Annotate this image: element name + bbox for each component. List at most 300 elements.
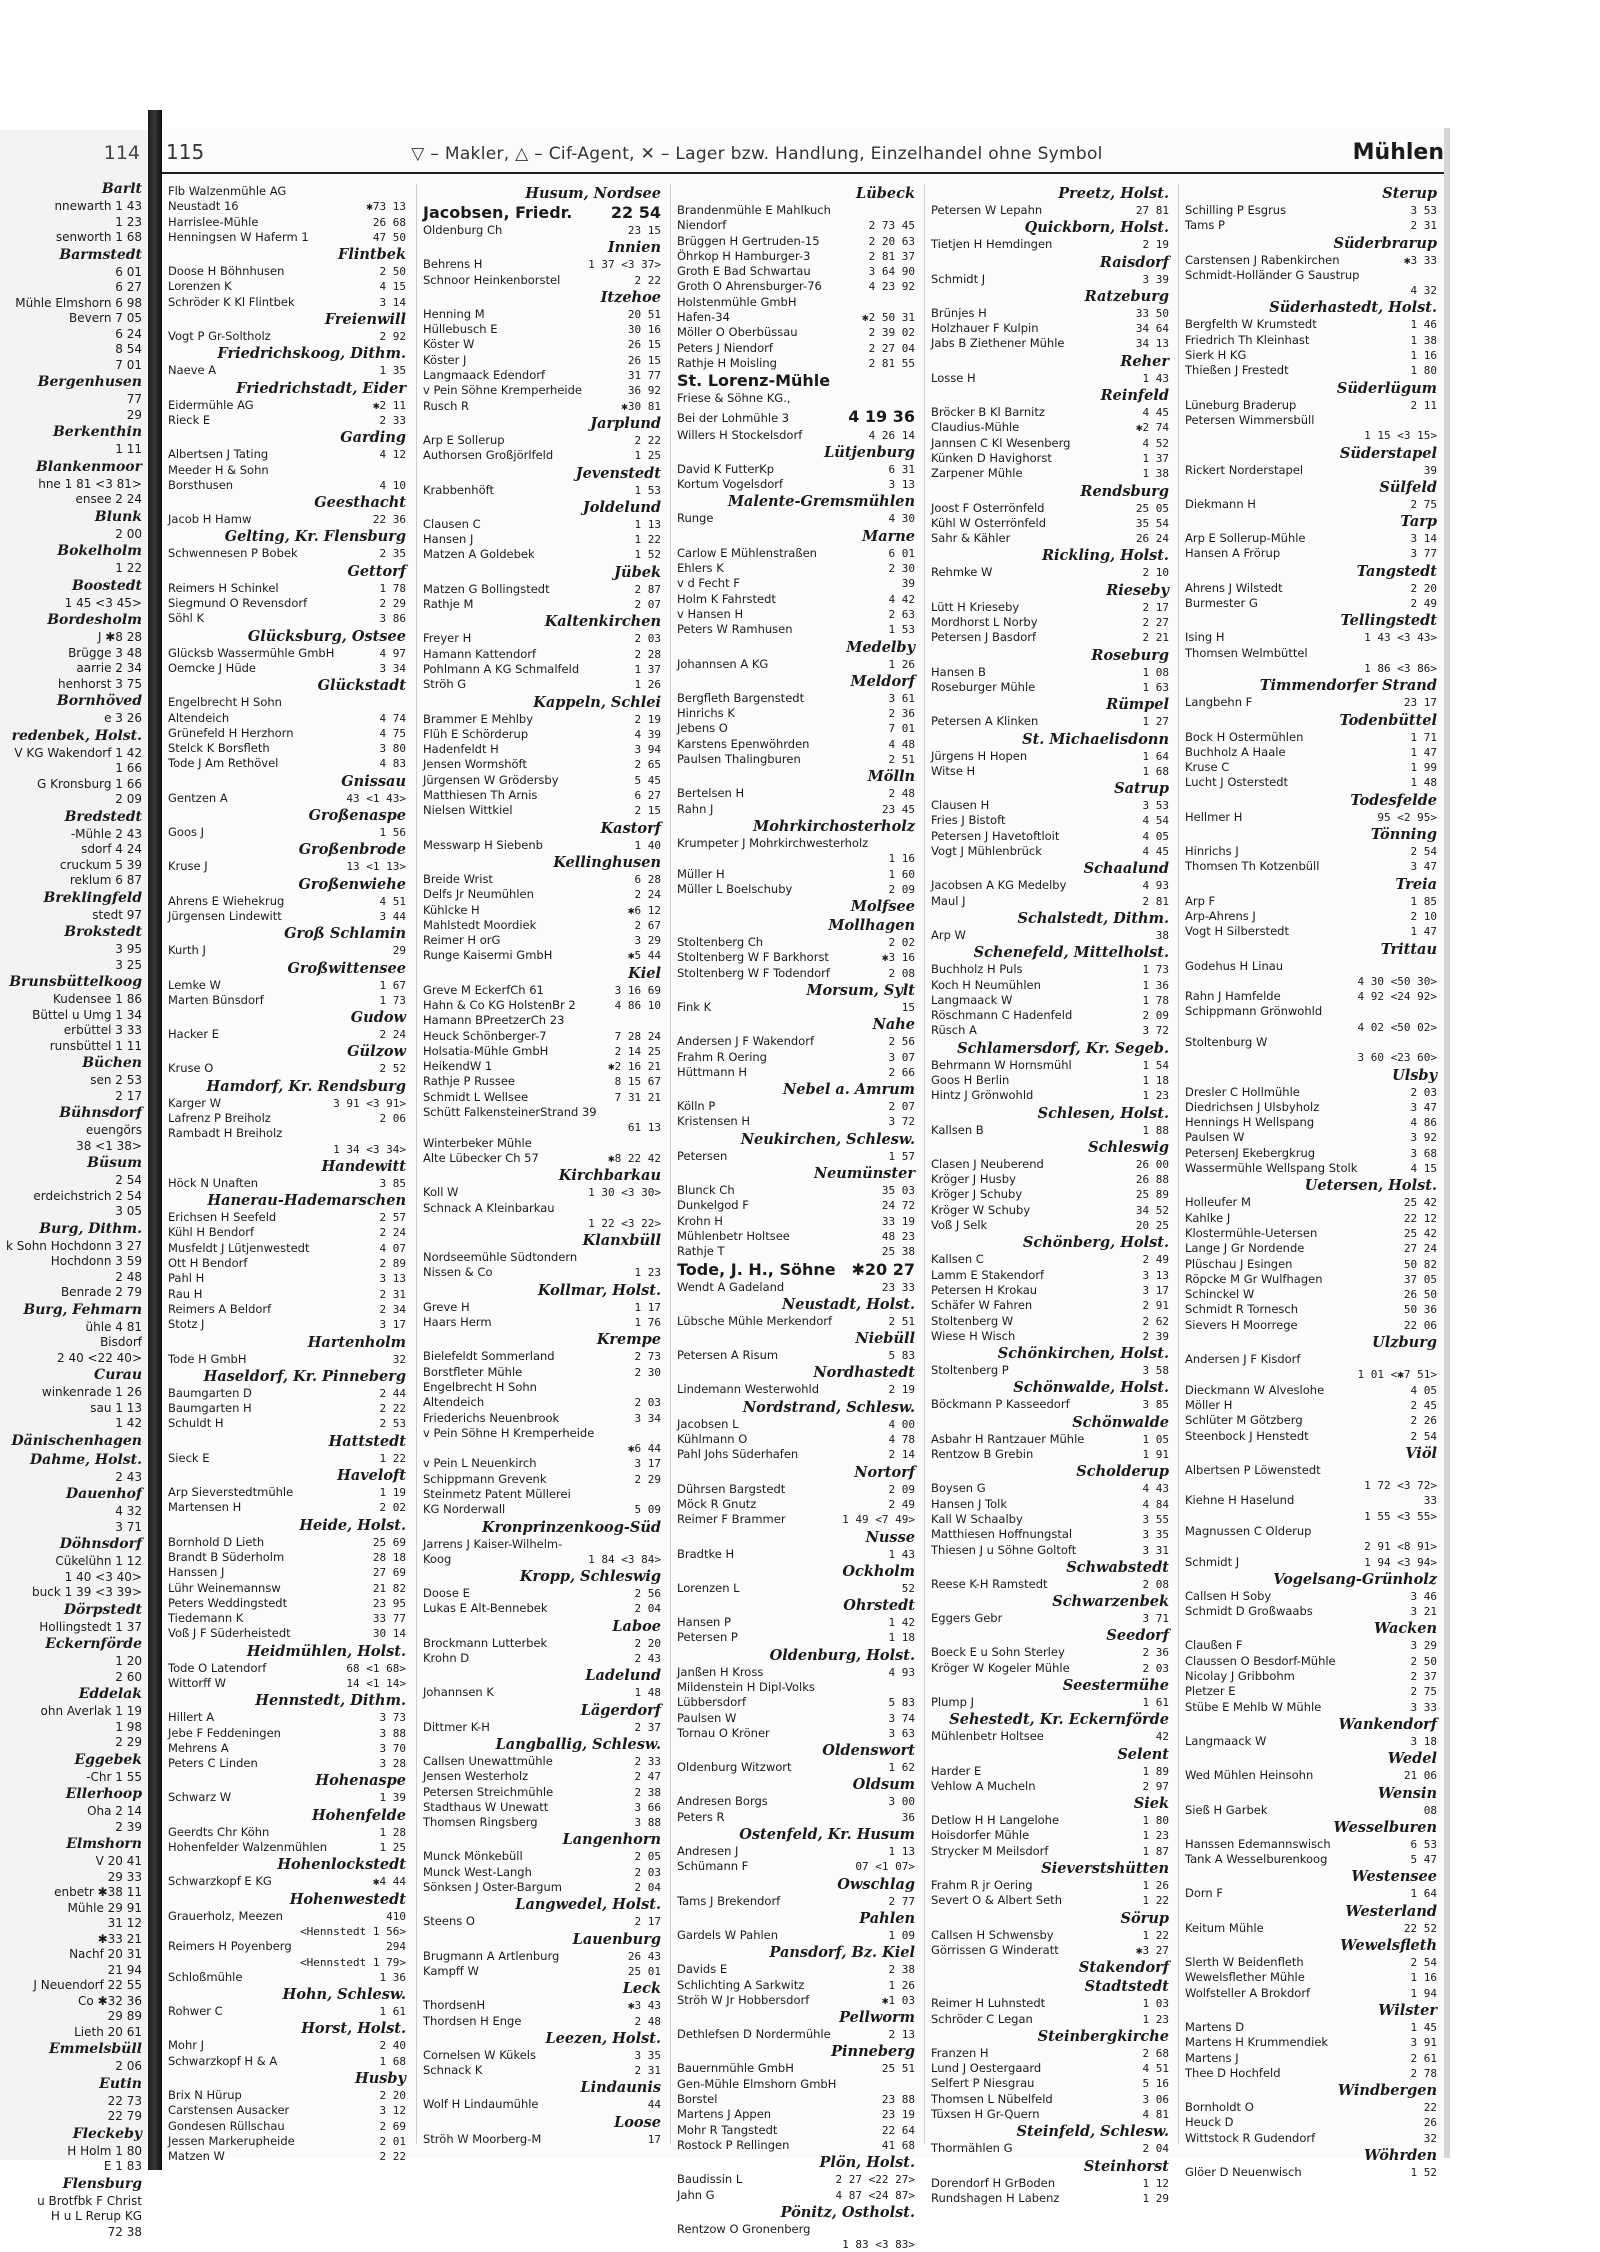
- entry-name: Tode, J. H., Söhne: [677, 1259, 836, 1279]
- listing-entry: [925, 1187, 1173, 1202]
- listing-entry: [1179, 1604, 1441, 1619]
- entry-name: Hamann Kattendorf: [423, 646, 537, 661]
- entry-name: Thießen J Frestedt: [1185, 363, 1289, 378]
- entry-phone: 2 75: [1410, 1685, 1437, 1699]
- listing-entry: [162, 447, 410, 462]
- entry-phone: 3 13: [888, 478, 915, 492]
- entry-name: Grauerholz, Meezen: [168, 1908, 283, 1923]
- entry-name: Bei der Lohmühle 3: [677, 410, 790, 425]
- place-heading: Rümpel: [1106, 696, 1169, 714]
- listing-entry: [925, 1764, 1173, 1779]
- entry-name: Wendt A Gadeland: [677, 1279, 785, 1294]
- entry-name: Baumgarten D: [168, 1385, 252, 1400]
- listing-entry: [1179, 1493, 1441, 1508]
- entry-phone: 4 23 92: [868, 280, 915, 294]
- place-heading: Sülfeld: [1379, 478, 1437, 496]
- place-heading: Plön, Holst.: [819, 2154, 915, 2172]
- place-heading: Schönkirchen, Holst.: [997, 1345, 1169, 1363]
- listing-entry: [671, 325, 919, 340]
- entry-phone: 1 19: [379, 1486, 406, 1500]
- entry-name: Möck R Gnutz: [677, 1496, 757, 1511]
- entry-phone: 4 00: [888, 1417, 915, 1431]
- entry-phone: 4 93: [1142, 879, 1169, 893]
- entry-phone: 2 89: [379, 1257, 406, 1271]
- entry-phone: 2 35: [379, 547, 406, 561]
- entry-name: Kiehne H Haselund: [1185, 1493, 1295, 1508]
- entry-name: Gondesen Rüllschau: [168, 2118, 285, 2133]
- entry-phone: 1 71: [1410, 730, 1437, 744]
- entry-name: Sierk H KG: [1185, 348, 1247, 363]
- entry-phone: ✱1 03: [881, 1993, 915, 2007]
- entry-name: Stübe E Mehlb W Mühle: [1185, 1699, 1322, 1714]
- entry-phone: 2 03: [634, 1865, 661, 1879]
- entry-name: Schilling P Esgrus: [1185, 203, 1287, 217]
- entry-name: Munck Mönkebüll: [423, 1849, 523, 1864]
- listing-entry: [417, 1849, 665, 1864]
- entry-name: Altendeich: [423, 1395, 485, 1410]
- listing-entry: [162, 1111, 410, 1126]
- place-heading: Nordhastedt: [813, 1364, 915, 1382]
- entry-phone: 2 54: [1410, 845, 1437, 859]
- entry-phone: 2 22: [379, 2150, 406, 2164]
- listing-entry: [162, 398, 410, 413]
- entry-phone: 1 37 <3 37>: [588, 258, 661, 272]
- entry-name: Karstens Epenwöhrden: [677, 736, 810, 751]
- entry-name: Bröcker B Kl Barnitz: [931, 405, 1045, 420]
- entry-name: Schröder K Kl Flintbek: [168, 294, 295, 309]
- place-heading: Stadtstedt: [1084, 1978, 1169, 1996]
- entry-phone: 1 85: [1410, 894, 1437, 908]
- place-heading: Schlesen, Holst.: [1037, 1104, 1169, 1122]
- listing-entry: [925, 844, 1173, 859]
- listing-entry: [1179, 630, 1441, 645]
- entry-name: Arp-Ahrens J: [1185, 908, 1256, 923]
- entry-phone: 1 36: [1142, 978, 1169, 992]
- listing-entry: [671, 737, 919, 752]
- listing-entry: [162, 2149, 410, 2164]
- listing-entry: [417, 948, 665, 963]
- listing-entry: cruckum 5 39: [59, 857, 142, 872]
- entry-phone: 2 01: [379, 2134, 406, 2148]
- entry-phone: 2 22: [634, 273, 661, 287]
- place-heading: Kollmar, Holst.: [537, 1281, 661, 1299]
- entry-name: Rau H: [168, 1286, 203, 1301]
- entry-phone: 3 34: [634, 1411, 661, 1425]
- entry-phone: 2 49: [1410, 597, 1437, 611]
- entry-name: Joost F Osterrönfeld: [931, 500, 1045, 515]
- listing-entry: [417, 918, 665, 933]
- listing-entry: [162, 695, 410, 710]
- listing-entry: Mühle 29 91: [67, 1900, 142, 1915]
- entry-phone: 2 04: [634, 1602, 661, 1616]
- entry-phone: 3 29: [634, 934, 661, 948]
- listing-entry: [162, 978, 410, 993]
- entry-name: Kruse O: [168, 1061, 214, 1076]
- listing-entry: [1179, 2100, 1441, 2115]
- place-heading: Pansdorf, Bz. Kiel: [769, 1944, 915, 1962]
- entry-phone: 1 35: [379, 364, 406, 378]
- listing-entry: [1179, 974, 1441, 989]
- place-heading: Laboe: [612, 1617, 661, 1635]
- listing-entry: [1179, 1921, 1441, 1936]
- entry-phone: 1 22: [1142, 1894, 1169, 1908]
- listing-entry: [162, 1225, 410, 1240]
- entry-name: Fries J Bistoft: [931, 813, 1006, 828]
- entry-phone: 2 19: [888, 1383, 915, 1397]
- listing-entry: buck 1 39 <3 39>: [32, 1585, 142, 1599]
- entry-phone: 2 28: [634, 647, 661, 661]
- entry-name: Bornhold D Lieth: [168, 1534, 265, 1549]
- entry-name: Goos J: [168, 825, 205, 840]
- entry-phone: 2 20 63: [868, 234, 915, 248]
- entry-name: Petersen J Havetoftloit: [931, 828, 1060, 843]
- entry-phone: 4 02 <50 02>: [1357, 1020, 1437, 1034]
- listing-entry: [417, 433, 665, 448]
- entry-name: Jürgens H Hopen: [931, 748, 1028, 763]
- entry-name: Voß J F Süderheistedt: [168, 1626, 291, 1641]
- entry-phone: 4 87 <24 87>: [835, 2188, 915, 2202]
- entry-name: Borstel: [677, 2092, 718, 2107]
- entry-phone: 2 39 02: [868, 326, 915, 340]
- listing-entry: [925, 2092, 1173, 2107]
- entry-phone: 2 10: [1142, 566, 1169, 580]
- entry-phone: ✱3 27: [1135, 1943, 1169, 1957]
- listing-entry: [162, 1676, 410, 1691]
- entry-name: Marten Bünsdorf: [168, 992, 264, 1007]
- listing-entry: sau 1 13: [90, 1400, 142, 1415]
- listing-entry: reklum 6 87: [69, 873, 142, 887]
- listing-entry: [417, 1601, 665, 1616]
- entry-name: Hamann BPreetzerCh 23: [423, 1013, 565, 1028]
- entry-phone: 2 91 <8 91>: [1364, 1540, 1437, 1554]
- listing-entry: 3 05: [115, 1204, 142, 1218]
- entry-phone: 7 28 24: [614, 1029, 661, 1043]
- entry-phone: 33 19: [881, 1214, 915, 1228]
- entry-name: Schmidt R Tornesch: [1185, 1302, 1299, 1317]
- listing-entry: [925, 1996, 1173, 2011]
- entry-name: Claußen F: [1185, 1638, 1243, 1653]
- place-heading: Leck: [622, 1980, 661, 1998]
- entry-phone: 2 15: [634, 804, 661, 818]
- entry-name: v Pein L Neuenkirch: [423, 1456, 537, 1471]
- entry-name: Borsthusen: [168, 477, 234, 492]
- listing-entry: [162, 279, 410, 294]
- place-heading: Molfsee: [850, 898, 915, 916]
- listing-entry: [925, 336, 1173, 351]
- entry-name: Karger W: [168, 1095, 222, 1110]
- entry-name: Lütt H Krieseby: [931, 599, 1020, 614]
- entry-name: Schwarzkopf H & A: [168, 2053, 278, 2068]
- entry-phone: 3 39: [1142, 272, 1169, 286]
- place-heading: redenbek, Holst.: [11, 727, 142, 744]
- entry-name: Doose H Böhnhusen: [168, 264, 285, 279]
- listing-entry: [1179, 989, 1441, 1004]
- entry-name: Rundshagen H Labenz: [931, 2190, 1060, 2205]
- place-heading: Pellworm: [839, 2009, 915, 2027]
- listing-entry: erdeichstrich 2 54: [33, 1188, 142, 1203]
- place-heading: Raisdorf: [1099, 253, 1169, 271]
- listing-entry: [671, 1794, 919, 1809]
- place-heading: Kropp, Schleswig: [519, 1568, 661, 1586]
- listing-entry: [1179, 413, 1441, 428]
- listing-entry: [1179, 1367, 1441, 1382]
- entry-phone: 25 42: [1403, 1226, 1437, 1240]
- place-heading: Horst, Holst.: [301, 2020, 406, 2038]
- listing-entry: [925, 1828, 1173, 1843]
- entry-name: Thiesen J u Söhne Goltoft: [931, 1542, 1077, 1557]
- listing-entry: euengörs: [85, 1123, 142, 1137]
- entry-name: Stoltenburg W: [1185, 1034, 1268, 1049]
- listing-entry: [162, 512, 410, 527]
- listing-entry: [671, 234, 919, 249]
- listing-entry: [162, 2088, 410, 2103]
- entry-phone: 3 60 <23 60>: [1357, 1051, 1437, 1065]
- listing-entry: [417, 483, 665, 498]
- listing-entry: [671, 1198, 919, 1213]
- entry-name: Holstenmühle GmbH: [677, 294, 797, 309]
- place-heading: Pinneberg: [831, 2043, 915, 2061]
- entry-name: Mohr J: [168, 2038, 205, 2053]
- entry-phone: 1 18: [888, 1631, 915, 1645]
- entry-name: Ahrens E Wiehekrug: [168, 893, 285, 908]
- listing-entry: [1179, 1413, 1441, 1428]
- entry-phone: ✱30 81: [621, 399, 661, 413]
- place-heading: Neustadt, Holst.: [782, 1295, 915, 1313]
- place-heading: Nahe: [872, 1016, 915, 1034]
- entry-name: Pahl Johs Süderhafen: [677, 1447, 799, 1462]
- listing-entry: [925, 1844, 1173, 1859]
- entry-phone: 3 47: [1410, 860, 1437, 874]
- entry-phone: 2 50: [379, 265, 406, 279]
- place-heading: Lütjenburg: [824, 443, 915, 461]
- place-heading: Husby: [355, 2070, 406, 2088]
- entry-phone: 3 29: [1410, 1639, 1437, 1653]
- entry-name: Rusch R: [423, 398, 470, 413]
- listing-entry: [671, 295, 919, 310]
- entry-phone: 3 33: [1410, 1700, 1437, 1714]
- entry-phone: 25 01: [627, 1964, 661, 1978]
- entry-name: Hinrichs K: [677, 706, 735, 721]
- entry-phone: 2 30: [888, 562, 915, 576]
- entry-phone: ✱2 16 21: [608, 1060, 661, 1074]
- entry-name: Langmaack Edendorf: [423, 368, 546, 383]
- listing-entry: 1 20: [115, 1654, 142, 1668]
- entry-phone: 2 66: [888, 1065, 915, 1079]
- place-heading: Nordstrand, Schlesw.: [742, 1398, 915, 1416]
- entry-name: Paulsen W: [1185, 1130, 1245, 1145]
- entry-name: Engelbrecht H Sohn: [168, 695, 282, 710]
- entry-phone: 2 69: [379, 2119, 406, 2133]
- entry-phone: 4 07: [379, 1241, 406, 1255]
- entry-name: Lübbersdorf: [677, 1695, 746, 1710]
- entry-phone: <Hennstedt 1 56>: [300, 1924, 406, 1938]
- entry-name: Hoisdorfer Mühle: [931, 1828, 1030, 1843]
- entry-name: Schnack A Kleinbarkau: [423, 1200, 555, 1215]
- entry-phone: 25 05: [1135, 501, 1169, 515]
- listing-entry: [671, 2123, 919, 2138]
- listing-entry: stedt 97: [92, 907, 142, 922]
- listing-entry: [162, 993, 410, 1008]
- place-heading: Haseldorf, Kr. Pinneberg: [203, 1367, 406, 1385]
- entry-name: Langmaack W: [1185, 1733, 1267, 1748]
- listing-entry: [1179, 531, 1441, 546]
- entry-name: Petersen Streichmühle: [423, 1784, 554, 1799]
- listing-entry: [162, 1825, 410, 1840]
- entry-phone: 2 08: [1142, 1577, 1169, 1591]
- place-heading: Rickling, Holst.: [1041, 547, 1169, 565]
- listing-entry: [417, 547, 665, 562]
- entry-phone: 3 44: [379, 909, 406, 923]
- listing-entry: [162, 825, 410, 840]
- entry-name: Baumgarten H: [168, 1401, 252, 1416]
- listing-entry: [671, 836, 919, 851]
- entry-name: Kröger J Schuby: [931, 1187, 1023, 1202]
- listing-entry: e 3 26: [104, 711, 142, 725]
- entry-name: Kall W Schaalby: [931, 1511, 1023, 1526]
- entry-phone: 2 34: [379, 1302, 406, 1316]
- entry-phone: 2 11: [1410, 398, 1437, 412]
- place-heading: Marne: [862, 527, 915, 545]
- place-heading: Groß Schlamin: [284, 925, 406, 943]
- place-heading: Nebel a. Amrum: [782, 1081, 915, 1099]
- listing-entry: [1179, 1352, 1441, 1367]
- entry-name: Strycker M Meilsdorf: [931, 1843, 1049, 1858]
- listing-entry: [162, 1939, 410, 1954]
- entry-phone: 2 24: [379, 1028, 406, 1042]
- listing-entry: [417, 399, 665, 414]
- entry-phone: 26 24: [1135, 532, 1169, 546]
- place-heading: Hanerau-Hademarschen: [207, 1192, 406, 1210]
- listing-entry: 2 09: [115, 792, 142, 806]
- place-heading: Dauenhof: [65, 1486, 142, 1502]
- entry-name: Rahn J Hamfelde: [1185, 989, 1281, 1004]
- entry-phone: 3 53: [1410, 204, 1437, 217]
- listing-entry: [925, 1645, 1173, 1660]
- entry-phone: 1 88: [1142, 1123, 1169, 1137]
- place-heading: Ockholm: [842, 1562, 915, 1580]
- listing-entry: [1179, 1100, 1441, 1115]
- entry-phone: 1 16: [1410, 349, 1437, 363]
- entry-phone: 2 81 55: [868, 356, 915, 370]
- place-heading: Jübek: [614, 563, 661, 581]
- listing-entry: [417, 1250, 665, 1265]
- entry-phone: ✱73 13: [366, 200, 406, 214]
- entry-phone: 2 36: [1142, 1646, 1169, 1660]
- listing-entry: [671, 203, 919, 218]
- place-heading: Schleswig: [1088, 1138, 1169, 1156]
- entry-name: v Pein Söhne Kremperheide: [423, 383, 582, 398]
- entry-phone: 1 48: [634, 1686, 661, 1700]
- entry-name: Lucht J Osterstedt: [1185, 775, 1289, 790]
- place-heading: Geesthacht: [314, 494, 406, 512]
- entry-name: Harder E: [931, 1763, 982, 1778]
- entry-phone: 2 17: [634, 1915, 661, 1929]
- entry-name: Severt O & Albert Seth: [931, 1893, 1062, 1908]
- entry-name: Gen-Mühle Elmshorn GmbH: [677, 2076, 837, 2091]
- listing-entry: 8 54: [115, 342, 142, 356]
- entry-name: Brugmann A Artlenburg: [423, 1948, 560, 1963]
- listing-entry: [417, 872, 665, 887]
- entry-phone: 3 16 69: [614, 983, 661, 997]
- entry-phone: 3 46: [1410, 1589, 1437, 1603]
- listing-entry: [417, 1216, 665, 1231]
- listing-entry: [417, 647, 665, 662]
- listing-entry: [417, 1456, 665, 1471]
- place-heading: Barlt: [101, 181, 142, 197]
- listing-entry: Brügge 3 48: [68, 645, 142, 660]
- listing-entry: [671, 802, 919, 817]
- entry-name: Jacobsen L: [677, 1416, 739, 1431]
- listing-entry: [925, 615, 1173, 630]
- entry-phone: 2 14 25: [614, 1044, 661, 1058]
- entry-name: Messwarp H Siebenb: [423, 837, 543, 852]
- listing-entry: [162, 859, 410, 874]
- entry-name: Johannsen K: [423, 1685, 494, 1700]
- listing-entry: [417, 1636, 665, 1651]
- listing-entry: 1 22: [115, 561, 142, 575]
- entry-phone: 2 38: [634, 1785, 661, 1799]
- place-heading: Steinbergkirche: [1037, 2027, 1169, 2045]
- listing-entry: 1 40 <3 40>: [64, 1569, 142, 1584]
- listing-entry: [162, 1790, 410, 1805]
- entry-phone: 4 15: [1410, 1162, 1437, 1176]
- entry-phone: 4 45: [1142, 845, 1169, 859]
- listing-entry: [417, 1651, 665, 1666]
- place-heading: Leezen, Holst.: [545, 2029, 661, 2047]
- listing-entry: V 20 41: [95, 1854, 142, 1868]
- place-heading: Heidmühlen, Holst.: [246, 1642, 406, 1660]
- entry-phone: 1 05: [1142, 1432, 1169, 1446]
- place-heading: Vogelsang-Grünholz: [1273, 1570, 1437, 1588]
- entry-name: Clausen H: [931, 798, 990, 813]
- listing-entry: Bevern 7 05: [69, 311, 142, 325]
- entry-name: Hanssen Edemannswisch: [1185, 1836, 1331, 1851]
- listing-entry: [925, 531, 1173, 546]
- entry-phone: 2 24: [634, 888, 661, 902]
- entry-name: Peters W Ramhusen: [677, 622, 793, 637]
- entry-phone: 2 22: [634, 433, 661, 447]
- listing-entry: [162, 2119, 410, 2134]
- entry-name: Kallsen C: [931, 1252, 984, 1267]
- entry-phone: 1 64: [1410, 1887, 1437, 1901]
- place-heading: Todenbüttel: [1339, 711, 1437, 729]
- listing-entry: [1179, 1383, 1441, 1398]
- entry-phone: 26 50: [1403, 1288, 1437, 1302]
- entry-name: Andresen Borgs: [677, 1794, 768, 1809]
- entry-phone: 2 09: [1142, 1009, 1169, 1023]
- listing-entry: [671, 477, 919, 492]
- listing-entry: [1179, 1852, 1441, 1867]
- listing-entry: [162, 791, 410, 806]
- listing-entry: [1179, 1085, 1441, 1100]
- entry-phone: 3 91 <3 91>: [333, 1096, 406, 1110]
- entry-phone: 1 86 <3 86>: [1364, 661, 1437, 675]
- entry-phone: 14 <1 14>: [346, 1677, 406, 1690]
- entry-name: Jebens O: [677, 721, 728, 736]
- entry-phone: 3 61: [888, 691, 915, 705]
- listing-entry: [162, 711, 410, 726]
- listing-entry: [162, 1626, 410, 1641]
- place-heading: Bergenhusen: [37, 374, 142, 390]
- listing-entry: [162, 1317, 410, 1332]
- listing-entry: [1179, 581, 1441, 596]
- place-heading: Roseburg: [1091, 646, 1169, 664]
- listing-entry: [1179, 1700, 1441, 1715]
- listing-entry: [1179, 959, 1441, 974]
- entry-phone: 34 52: [1135, 1203, 1169, 1217]
- entry-name: Mahlstedt Moordiek: [423, 917, 537, 932]
- entry-phone: 1 99: [1410, 761, 1437, 775]
